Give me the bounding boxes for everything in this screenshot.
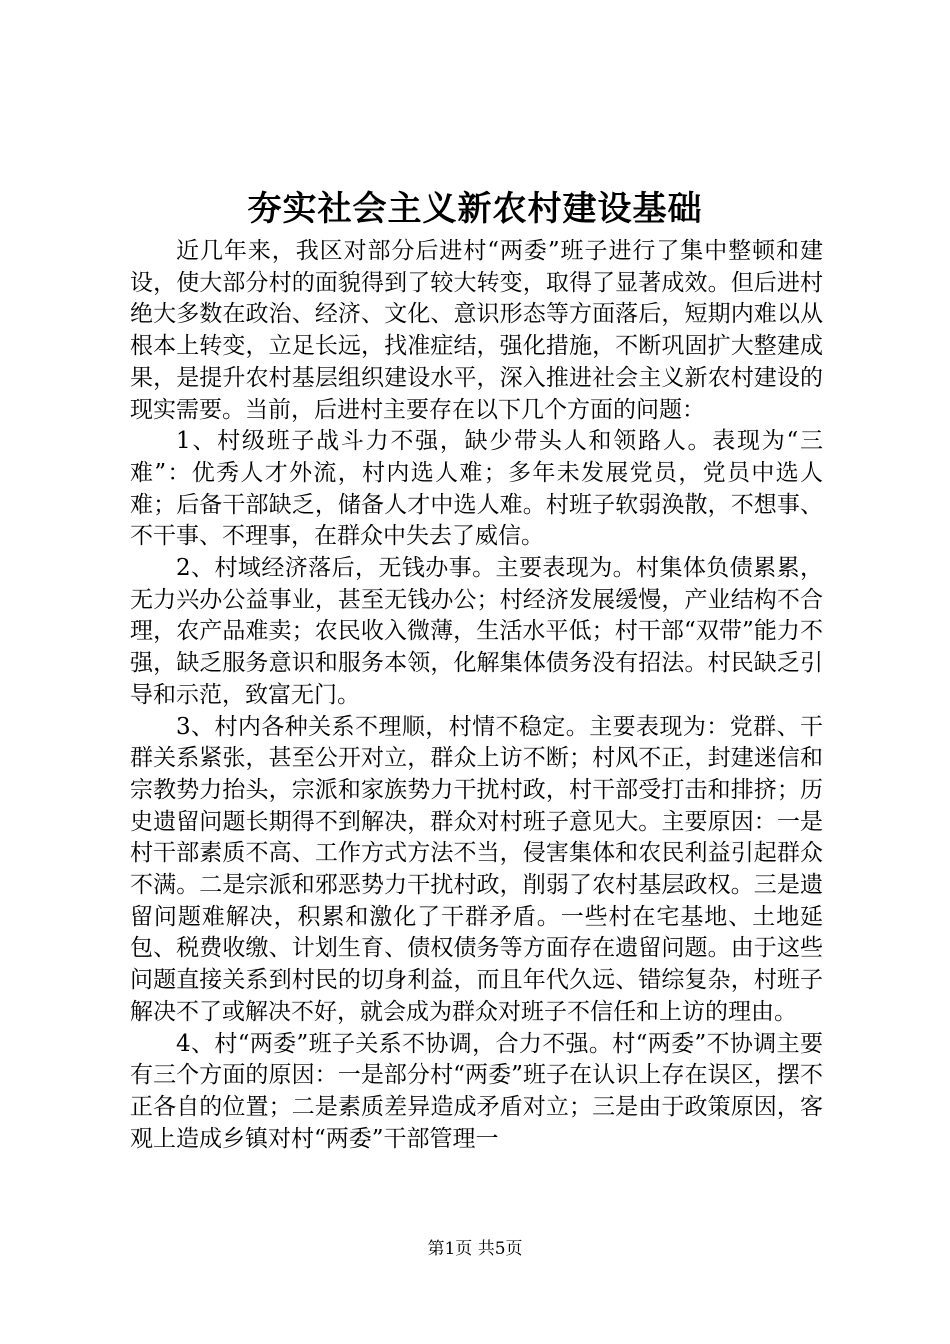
paragraph-item-3: 3、村内各种关系不理顺，村情不稳定。主要表现为：党群、干群关系紧张，甚至公开对立，群众上访不断；村风不正，封建迷信和宗教势力抬头，宗派和家族势力干扰村政，村干部受打击和排挤；历史遗留问题长期得不到解决，群众对村班子意见大。主要原因：一是村干部素质不高、工作方式方法不当，侵害集体和农民利益引起群众不满。二是宗派和邪恶势力干扰村政，削弱了农村基层政权。三是遗留问题难解决，积累和激化了干群矛盾。一些村在宅基地、土地延包、税费收缴、计划生育、债权债务等方面存在遗留问题。由于这些问题直接关系到村民的切身利益，而且年代久远、错综复杂，村班子解决不了或解决不好，就会成为群众对班子不信任和上访的理由。 bbox=[130, 713, 823, 1025]
document-title: 夯实社会主义新农村建设基础 bbox=[247, 189, 703, 229]
paragraph-item-1: 1、村级班子战斗力不强，缺少带头人和领路人。表现为“三难”：优秀人才外流，村内选人难；多年未发展党员，党员中选人难；后备干部缺乏，储备人才中选人难。村班子软弱涣散，不想事、不干事、不理事，在群众中失去了威信。 bbox=[130, 428, 823, 550]
document-body bbox=[130, 236, 823, 1155]
paragraph-item-4: 4、村“两委”班子关系不协调，合力不强。村“两委”不协调主要有三个方面的原因：一是部分村“两委”班子在认识上存在误区，摆不正各自的位置；二是素质差异造成矛盾对立；三是由于政策原因，客观上造成乡镇对村“两委”干部管理一 bbox=[130, 1030, 823, 1152]
paragraph-intro: 近几年来，我区对部分后进村“两委”班子进行了集中整顿和建设，使大部分村的面貌得到了较大转变，取得了显著成效。但后进村绝大多数在政治、经济、文化、意识形态等方面落后，短期内难以从根本上转变，立足长远，找准症结，强化措施，不断巩固扩大整建成果，是提升农村基层组织建设水平，深入推进社会主义新农村建设的现实需要。当前，后进村主要存在以下几个方面的问题： bbox=[130, 238, 823, 423]
page-number-footer: 第1页 共5页 bbox=[427, 1239, 523, 1259]
paragraph-item-2: 2、村域经济落后，无钱办事。主要表现为。村集体负债累累，无力兴办公益事业，甚至无钱办公；村经济发展缓慢，产业结构不合理，农产品难卖；农民收入微薄，生活水平低；村干部“双带”能力不强，缺乏服务意识和服务本领，化解集体债务没有招法。村民缺乏引导和示范，致富无门。 bbox=[130, 555, 823, 708]
